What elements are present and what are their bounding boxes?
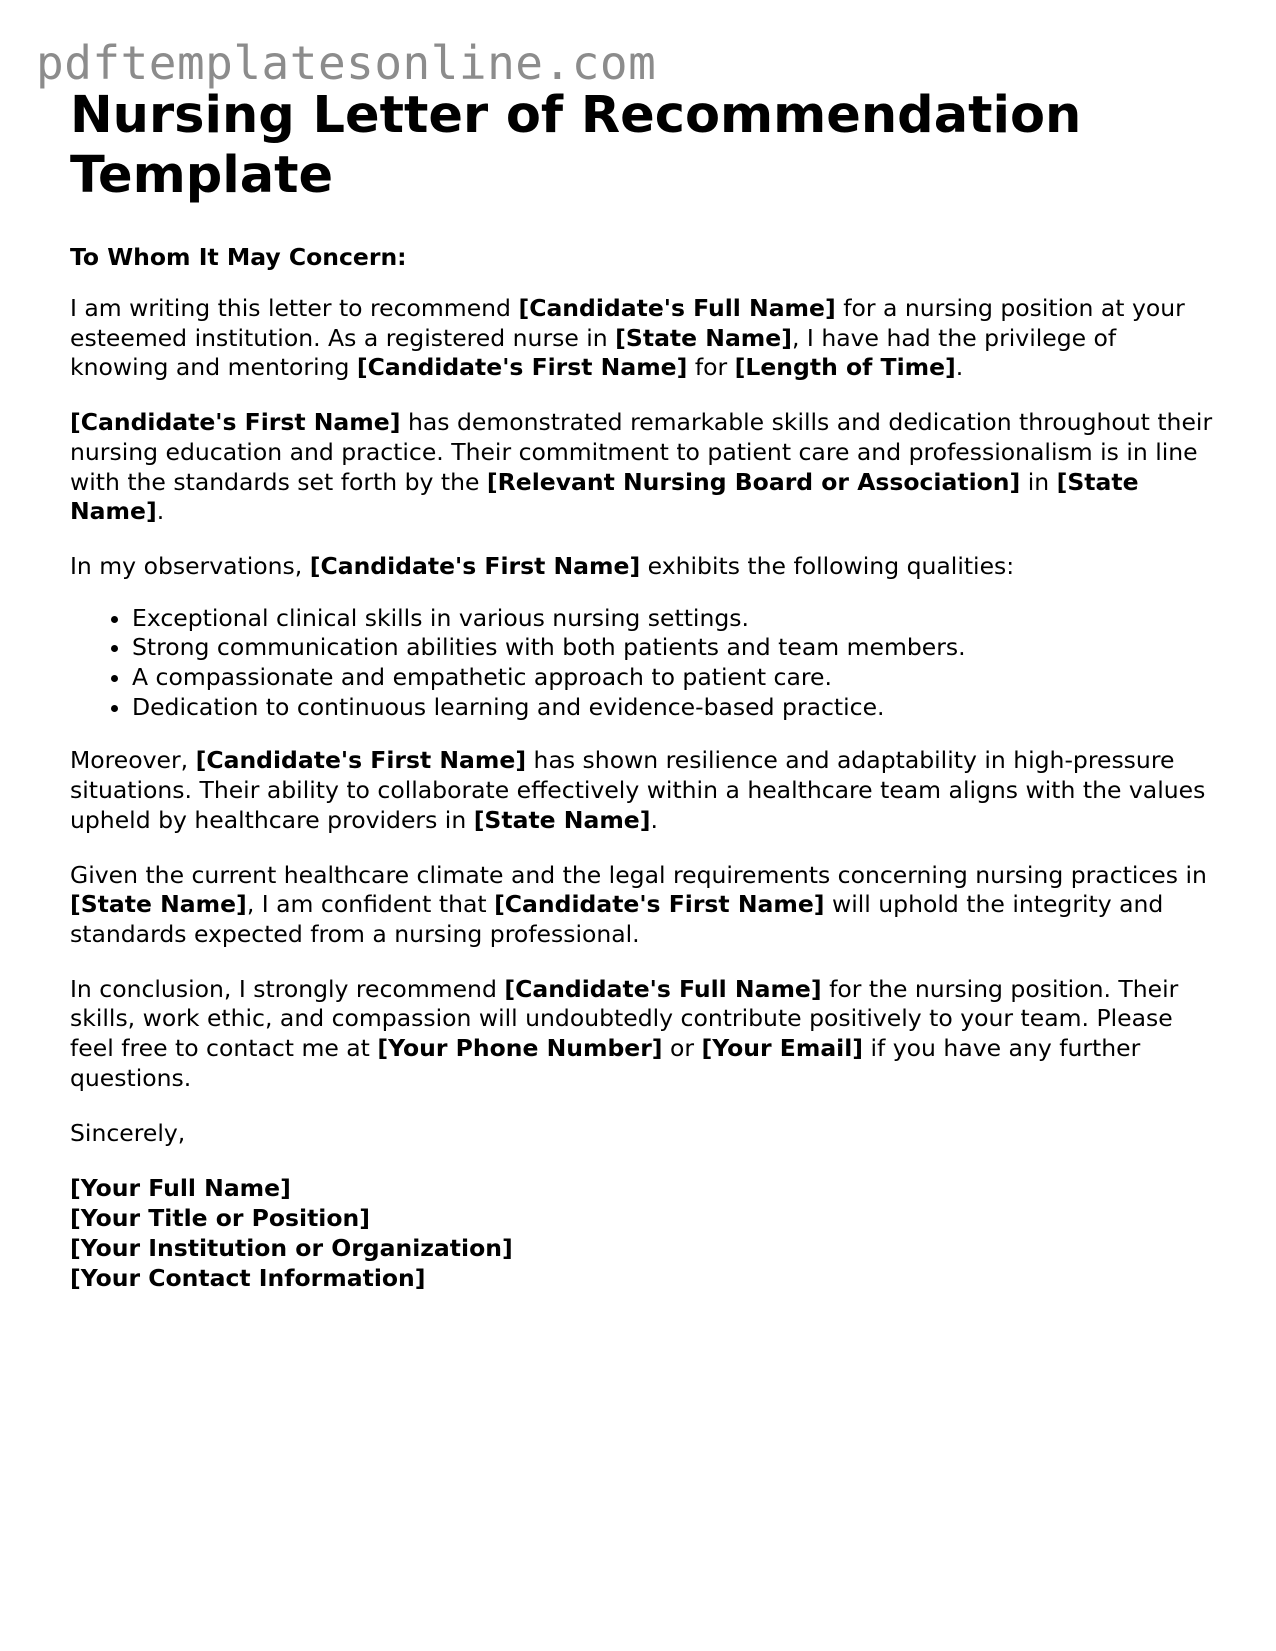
placeholder-candidate-first-name: [Candidate's First Name] xyxy=(356,353,688,382)
placeholder-nursing-board: [Relevant Nursing Board or Association] xyxy=(486,467,1021,496)
placeholder-candidate-first-name: [Candidate's First Name] xyxy=(70,408,401,437)
placeholder-state-name: [State Name] xyxy=(70,467,1139,526)
list-item: • Dedication to continuous learning and evidence-based practice. xyxy=(132,693,1220,723)
closing: Sincerely, xyxy=(70,1119,186,1148)
paragraph-resilience xyxy=(70,746,1220,835)
text: , I have had the privilege of knowing and mentoring xyxy=(70,323,1117,382)
placeholder-state-name: [State Name] xyxy=(473,805,651,834)
text: Moreover, xyxy=(70,746,196,775)
signature-contact: [Your Contact Information] xyxy=(70,1263,426,1292)
list-item: • Exceptional clinical skills in various nursing settings. xyxy=(132,604,1220,634)
placeholder-length-of-time: [Length of Time] xyxy=(734,353,956,382)
letter-body xyxy=(70,86,1220,1293)
placeholder-candidate-first-name: [Candidate's First Name] xyxy=(195,746,527,775)
text: . xyxy=(650,805,658,834)
text: for a nursing position at your esteemed institution. As a registered nurse in xyxy=(70,294,1185,352)
placeholder-candidate-first-name: [Candidate's First Name] xyxy=(494,890,825,919)
text: I am writing this letter to recommend xyxy=(70,294,519,322)
text: In my observations, xyxy=(70,551,310,580)
text: if you have any further questions. xyxy=(70,1034,1141,1092)
placeholder-candidate-full-name: [Candidate's Full Name] xyxy=(504,974,822,1003)
page-title: Nursing Letter of Recommendation Template xyxy=(70,86,1082,205)
text: for xyxy=(687,353,735,382)
text: In conclusion, I strongly recommend xyxy=(70,974,505,1003)
list-item: • Strong communication abilities with both patients and team members. xyxy=(132,633,1220,663)
text: Given the current healthcare climate and the legal requirements concerning nursing practices in xyxy=(70,860,1207,889)
text: has demonstrated remarkable skills and dedication throughout their nursing education and practice. Their commitment to patient care and professionalism is in line with the standards set forth by the xyxy=(70,408,1213,496)
qualities-list xyxy=(70,604,1220,723)
placeholder-candidate-first-name: [Candidate's First Name] xyxy=(309,551,641,580)
text: has shown resilience and adaptability in high-pressure situations. Their ability to collaborate effectively within a healthcare team aligns with the values upheld by healthcare providers in xyxy=(70,746,1206,834)
salutation: To Whom It May Concern: xyxy=(70,243,407,271)
placeholder-email: [Your Email] xyxy=(701,1034,864,1063)
text: will uphold the integrity and standards expected from a nursing professional. xyxy=(70,890,1164,948)
placeholder-state-name: [State Name] xyxy=(70,890,247,919)
text: , I am confident that xyxy=(246,890,495,919)
placeholder-candidate-full-name: [Candidate's Full Name] xyxy=(518,294,836,322)
placeholder-state-name: [State Name] xyxy=(615,323,792,352)
paragraph-observations xyxy=(70,552,1220,582)
watermark: pdftemplatesonline.com xyxy=(36,36,657,90)
paragraph-confidence xyxy=(70,861,1220,950)
signature-name: [Your Full Name] xyxy=(70,1174,291,1203)
text: in xyxy=(1020,467,1057,496)
signature-title: [Your Title or Position] xyxy=(70,1204,370,1233)
placeholder-phone: [Your Phone Number] xyxy=(377,1034,663,1063)
signature-block xyxy=(70,1174,1220,1293)
text: . xyxy=(156,497,165,526)
signature-institution: [Your Institution or Organization] xyxy=(70,1233,513,1262)
text: for the nursing position. Their skills, work ethic, and compassion will undoubtedly contribute positively to your team. Please feel free to contact me at xyxy=(70,974,1179,1063)
paragraph-intro xyxy=(70,294,1220,383)
text: exhibits the following qualities: xyxy=(640,551,1015,580)
text: or xyxy=(662,1034,702,1063)
list-item: • A compassionate and empathetic approach to patient care. xyxy=(132,663,1220,693)
paragraph-conclusion xyxy=(70,975,1220,1094)
paragraph-skills xyxy=(70,408,1220,527)
text: . xyxy=(955,353,964,382)
